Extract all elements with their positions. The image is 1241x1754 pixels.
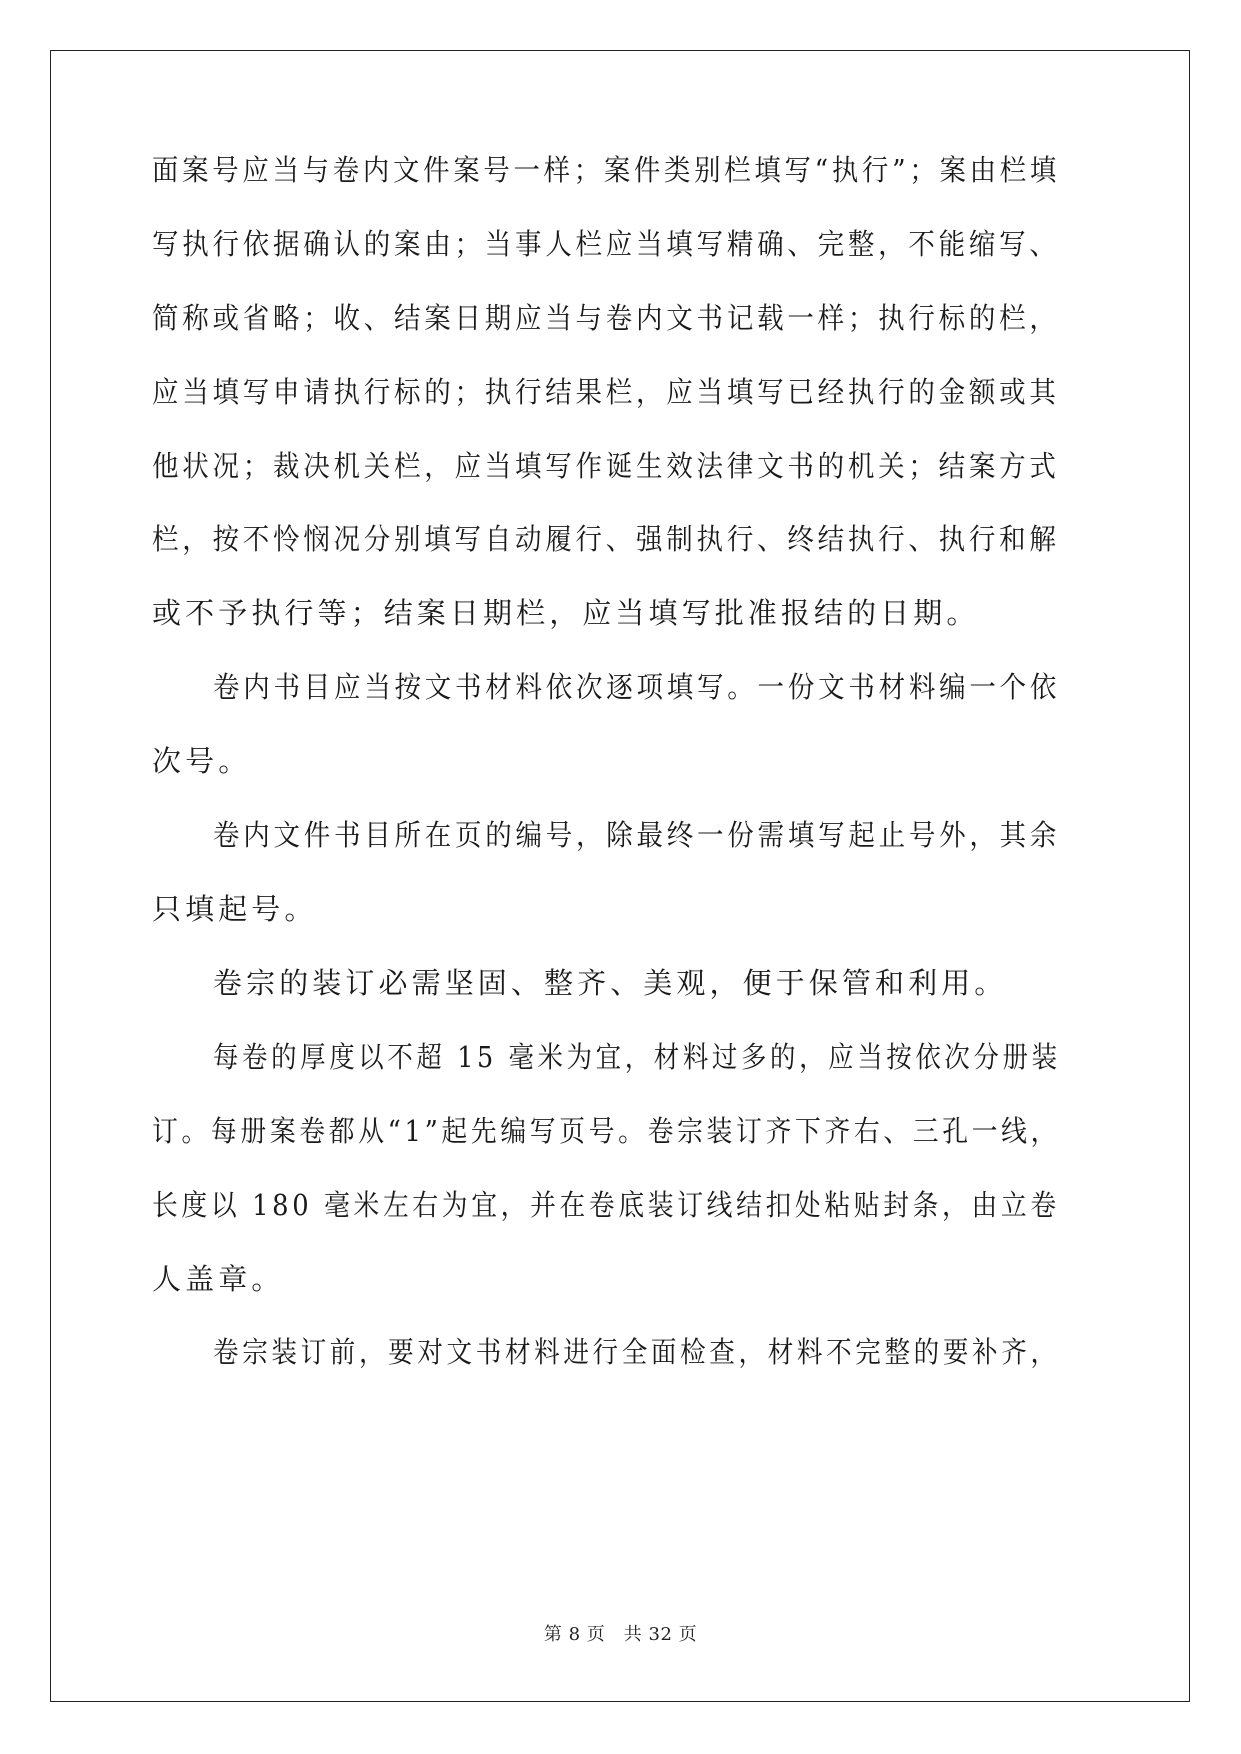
text-line: 次号。 — [152, 744, 252, 778]
text-line: 他状况；裁决机关栏，应当填写作诞生效法律文书的机关；结案方式 — [152, 449, 1060, 483]
paragraph-first-line: 卷宗的装订必需坚固、整齐、美观，便于保管和利用。 — [213, 966, 1008, 1000]
text-line: 人盖章。 — [152, 1262, 285, 1296]
text-line: 写执行依据确认的案由；当事人栏应当填写精确、完整，不能缩写、 — [152, 227, 1060, 261]
text-line: 长度以 180 毫米左右为宜，并在卷底装订线结扣处粘贴封条，由立卷 — [152, 1188, 1060, 1222]
text-line: 或不予执行等；结案日期栏，应当填写批准报结的日期。 — [152, 596, 980, 630]
paragraph-first-line: 每卷的厚度以不超 15 毫米为宜，材料过多的，应当按依次分册装 — [213, 1040, 1061, 1074]
text-line: 面案号应当与卷内文件案号一样；案件类别栏填写“执行”；案由栏填 — [152, 153, 1060, 187]
text-line: 只填起号。 — [152, 892, 318, 926]
paragraph-first-line: 卷内文件书目所在页的编号，除最终一份需填写起止号外，其余 — [213, 818, 1061, 852]
paragraph-first-line: 卷内书目应当按文书材料依次逐项填写。一份文书材料编一个依 — [213, 670, 1061, 704]
text-line: 订。每册案卷都从“1”起先编写页号。卷宗装订齐下齐右、三孔一线， — [152, 1114, 1061, 1148]
page-number-footer: 第 8 页 共 32 页 — [543, 1624, 698, 1645]
text-line: 应当填写申请执行标的；执行结果栏，应当填写已经执行的金额或其 — [152, 375, 1060, 409]
text-line: 栏，按不怜悯况分别填写自动履行、强制执行、终结执行、执行和解 — [152, 522, 1060, 556]
text-line: 简称或省略；收、结案日期应当与卷内文书记载一样；执行标的栏， — [152, 301, 1060, 335]
paragraph-first-line: 卷宗装订前，要对文书材料进行全面检查，材料不完整的要补齐， — [213, 1335, 1060, 1369]
